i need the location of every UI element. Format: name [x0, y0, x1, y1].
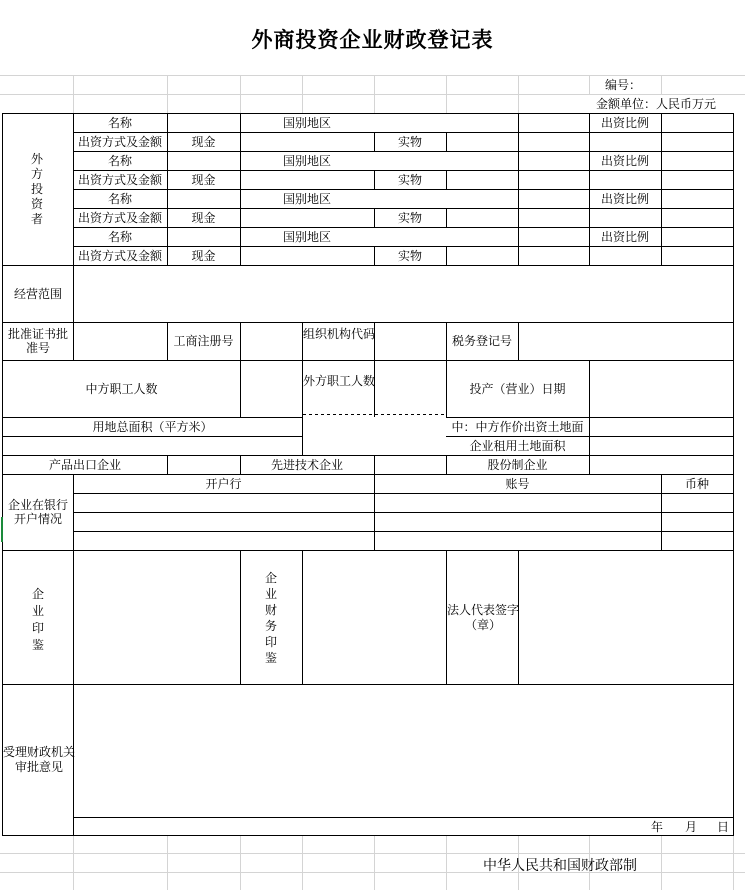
lease-land-area-label: 企业租用土地面积 — [469, 439, 566, 453]
unit-label: 金额单位：人民币万元 — [596, 97, 717, 111]
investor-name-label: 名称 — [107, 154, 132, 168]
investor-cash-label: 现金 — [191, 249, 216, 263]
cn-staff-label: 中方职工人数 — [85, 382, 158, 396]
foreign-investor-text: 外方投资者 — [30, 152, 43, 226]
investor-cash-label: 现金 — [191, 173, 216, 187]
investor-method-label: 出资方式及金额 — [77, 173, 162, 187]
foreign-investor-label — [30, 152, 44, 227]
tax-reg-no-label: 税务登记号 — [451, 334, 512, 348]
cn-land-area-label: 中：中方作价出资土地面 — [451, 420, 584, 434]
approval-day: 日 — [717, 820, 730, 834]
business-scope-label: 经营范围 — [13, 287, 62, 301]
approval-opinion-label: 受理财政机关审批意见 — [3, 745, 76, 774]
investor-ratio-label: 出资比例 — [600, 154, 649, 168]
investor-name-label: 名称 — [107, 192, 132, 206]
investor-method-label: 出资方式及金额 — [77, 249, 162, 263]
approval-year: 年 — [651, 820, 664, 834]
approval-month: 月 — [685, 820, 698, 834]
start-date-label: 投产（营业）日期 — [469, 382, 566, 396]
company-seal-label: 企业印鉴 — [31, 587, 44, 652]
legal-rep-label: 法人代表签字（章） — [447, 603, 520, 632]
investor-name-label: 名称 — [107, 116, 132, 130]
investor-ratio-label: 出资比例 — [600, 116, 649, 130]
foreign-staff-label: 外方职工人数 — [303, 374, 376, 388]
investor-kind-label: 实物 — [397, 211, 422, 225]
business-reg-no-label: 工商注册号 — [173, 334, 234, 348]
share-enterprise-label: 股份制企业 — [487, 458, 548, 472]
bank-account-label: 企业在银行开户情况 — [7, 498, 68, 526]
bank-col-header: 开户行 — [205, 477, 242, 491]
investor-ratio-label: 出资比例 — [600, 230, 649, 244]
account-col-header: 账号 — [505, 477, 530, 491]
number-label: 编号： — [605, 78, 642, 92]
total-land-area-label: 用地总面积（平方米） — [92, 420, 213, 434]
investor-country-label: 国别地区 — [282, 154, 331, 168]
export-enterprise-label: 产品出口企业 — [48, 458, 121, 472]
investor-cash-label: 现金 — [191, 135, 216, 149]
investor-kind-label: 实物 — [397, 135, 422, 149]
investor-method-label: 出资方式及金额 — [77, 211, 162, 225]
issuer-footer: 中华人民共和国财政部制 — [483, 858, 637, 874]
investor-cash-label: 现金 — [191, 211, 216, 225]
investor-name-label: 名称 — [107, 230, 132, 244]
form-title: 外商投资企业财政登记表 — [251, 28, 494, 52]
investor-country-label: 国别地区 — [282, 116, 331, 130]
investor-country-label: 国别地区 — [282, 230, 331, 244]
approval-no-label: 批准证书批准号 — [7, 327, 68, 355]
investor-country-label: 国别地区 — [282, 192, 331, 206]
finance-seal-label: 企业财务印鉴 — [264, 571, 277, 665]
org-code-label: 组织机构代码 — [303, 327, 376, 341]
investor-kind-label: 实物 — [397, 249, 422, 263]
investor-kind-label: 实物 — [397, 173, 422, 187]
investor-ratio-label: 出资比例 — [600, 192, 649, 206]
investor-method-label: 出资方式及金额 — [77, 135, 162, 149]
tech-enterprise-label: 先进技术企业 — [270, 458, 343, 472]
currency-col-header: 币种 — [684, 477, 709, 491]
